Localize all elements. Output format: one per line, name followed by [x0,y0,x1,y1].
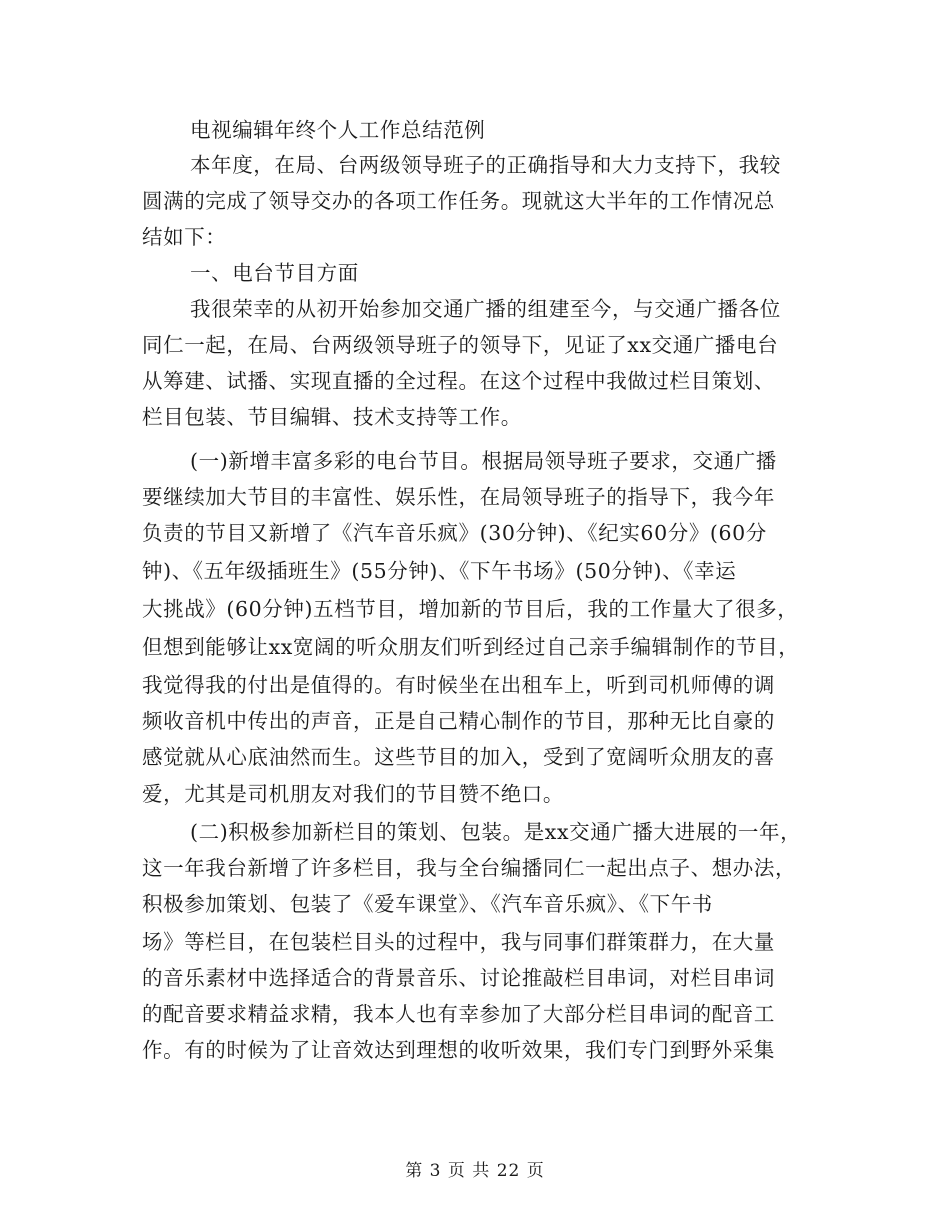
document-title: 电视编辑年终个人工作总结范例 [190,118,486,142]
paragraph-line: 同仁一起，在局、台两级领导班子的领导下，见证了xx交通广播电台 [142,333,779,357]
paragraph-line: (一)新增丰富多彩的电台节目。根据局领导班子要求，交通广播 [190,449,777,473]
paragraph-line: 爱，尤其是司机朋友对我们的节目赞不绝口。 [142,782,564,806]
paragraph-line: 这一年我台新增了许多栏目，我与全台编播同仁一起出点子、想办法， [142,856,797,880]
paragraph-line: 频收音机中传出的声音，正是自己精心制作的节目，那种无比自豪的 [142,709,775,733]
paragraph-line: 栏目包装、节目编辑、技术支持等工作。 [142,405,522,429]
paragraph-line: 钟)、《五年级插班生》(55分钟)、《下午书场》(50分钟)、《幸运 [142,559,737,583]
paragraph-line: 要继续加大节目的丰富性、娱乐性，在局领导班子的指导下，我今年 [142,485,775,509]
paragraph-line: 积极参加策划、包装了《爱车课堂》、《汽车音乐疯》、《下午书 [142,892,713,916]
paragraph-line: 本年度，在局、台两级领导班子的正确指导和大力支持下，我较 [190,153,781,177]
paragraph-line: 感觉就从心底油然而生。这些节目的加入，受到了宽阔听众朋友的喜 [142,745,775,769]
paragraph-line: 圆满的完成了领导交办的各项工作任务。现就这大半年的工作情况总 [142,189,775,213]
paragraph-line: 我很荣幸的从初开始参加交通广播的组建至今，与交通广播各位 [190,297,781,321]
paragraph-line: 的音乐素材中选择适合的背景音乐、讨论推敲栏目串词，对栏目串词 [142,966,775,990]
paragraph-line: 场》等栏目，在包装栏目头的过程中，我与同事们群策群力，在大量 [142,930,775,954]
paragraph-line: 的配音要求精益求精，我本人也有幸参加了大部分栏目串词的配音工 [142,1002,775,1026]
paragraph-line: 从筹建、试播、实现直播的全过程。在这个过程中我做过栏目策划、 [142,369,775,393]
page-number-footer: 第 3 页 共 22 页 [405,1161,545,1181]
paragraph-line: 负责的节目又新增了《汽车音乐疯》(30分钟)、《纪实60分》(60分 [142,521,767,545]
paragraph-line: 但想到能够让xx宽阔的听众朋友们听到经过自己亲手编辑制作的节目， [142,635,800,659]
paragraph-line: 结如下： [142,225,227,249]
paragraph-line: 大挑战》(60分钟)五档节目，增加新的节目后，我的工作量大了很多， [142,597,799,621]
paragraph-line: 作。有的时候为了让音效达到理想的收听效果，我们专门到野外采集 [142,1038,775,1062]
paragraph-line: (二)积极参加新栏目的策划、包装。是xx交通广播大进展的一年， [190,820,802,844]
paragraph-line: 我觉得我的付出是值得的。有时候坐在出租车上，听到司机师傅的调 [142,673,775,697]
section-heading: 一、电台节目方面 [190,261,359,285]
